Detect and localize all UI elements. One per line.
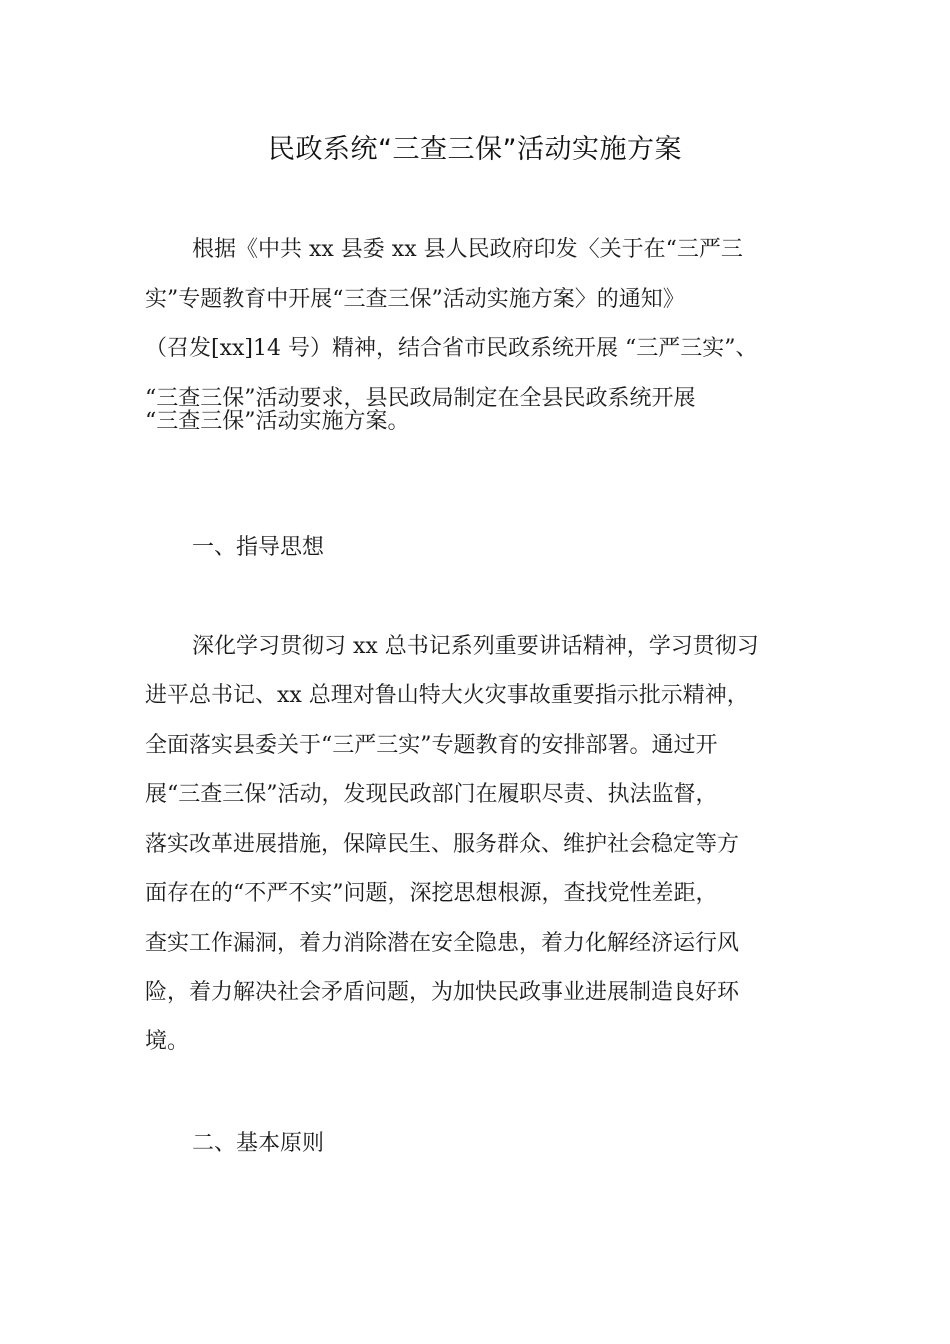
intro-line-3: （召发[xx]14 号）精神，结合省市民政系统开展 “三严三实”、 (145, 336, 758, 361)
document-title: 民政系统“三查三保”活动实施方案 (268, 134, 682, 165)
section1-line-4: 展“三查三保”活动，发现民政部门在履职尽责、执法监督， (145, 782, 718, 807)
section-heading-1: 一、指导思想 (192, 535, 325, 560)
section1-line-1: 深化学习贯彻习 xx 总书记系列重要讲话精神，学习贯彻习 (192, 634, 759, 659)
intro-line-1: 根据《中共 xx 县委 xx 县人民政府印发〈关于在“三严三 (192, 237, 743, 262)
section-heading-2: 二、基本原则 (192, 1131, 325, 1156)
section1-line-5: 落实改革进展措施，保障民生、服务群众、维护社会稳定等方 (145, 832, 740, 857)
intro-line-2: 实”专题教育中开展“三查三保”活动实施方案〉的通知》 (145, 287, 685, 312)
section1-line-7: 查实工作漏洞，着力消除潜在安全隐患，着力化解经济运行风 (145, 931, 740, 956)
section1-line-9: 境。 (145, 1029, 190, 1054)
section1-line-3: 全面落实县委关于“三严三实”专题教育的安排部署。通过开 (145, 733, 718, 758)
intro-line-4: “三查三保”活动要求，县民政局制定在全县民政系统开展 (145, 386, 696, 411)
section1-line-8: 险，着力解决社会矛盾问题，为加快民政事业进展制造良好环 (145, 980, 740, 1005)
section1-line-6: 面存在的“不严不实”问题，深挖思想根源，查找党性差距， (145, 881, 718, 906)
intro-line-5: “三查三保”活动实施方案。 (145, 409, 410, 434)
section1-line-2: 进平总书记、xx 总理对鲁山特大火灾事故重要指示批示精神， (145, 683, 749, 708)
